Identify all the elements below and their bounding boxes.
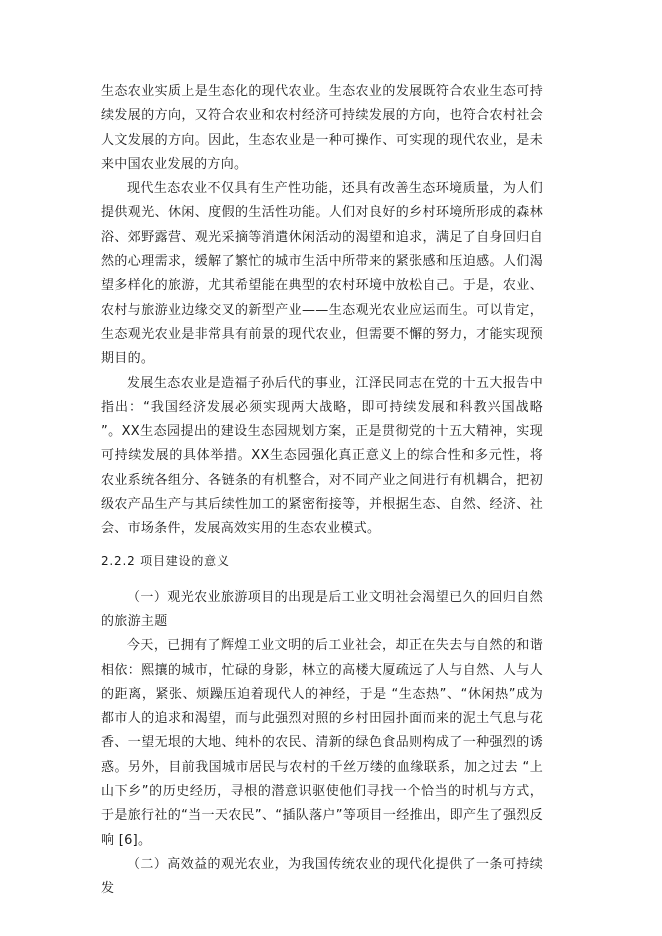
paragraph-modern-ecological-agriculture: 现代生态农业不仅具有生产性功能，还具有改善生态环境质量，为人们提供观光、休闲、度假的生活性功能。人们对良好的乡村环境所形成的森林浴、郊野露营、观光采摘等消遣休闲活动的渴望和追求，满足了自身回归自然的心理需求，缓解了繁忙的城市生活中所带来的紧张感和压迫感。人们渴望多样化的旅游，尤其希望能在典型的农村环境中放松自己。于是，农业、农村与旅游业边缘交叉的新型产业——生态观光农业应运而生。可以肯定，生态观光农业是非常具有前景的现代农业，但需要不懈的努力，才能实现预期目的。 xyxy=(101,181,543,367)
paragraph-post-industrial-society: 今天，已拥有了辉煌工业文明的后工业社会，却正在失去与自然的和谐相依：熙攘的城市，忙碌的身影，林立的高楼大厦疏远了人与自然、人与人的距离，紧张、烦躁压迫着现代人的神经，于是 “生态热”、“休闲热”成为都市人的追求和渴望，而与此强烈对照的乡村田园扑面而来的泥土气息与花香、一望无垠的大地、纯朴的农民、清新的绿色食品则构成了一种强烈的诱惑。另外，目前我国城市居民与农村的千丝万缕的血缘联系，加之过去 “上山下乡”的历史经历，寻根的潜意识驱使他们寻找一个恰当的时机与方式，于是旅行社的“当一天农民”、“插队落户”等项目一经推出，即产生了强烈反响 [6]。 xyxy=(101,638,543,848)
paragraph-developing-ecological-agriculture: 发展生态农业是造福子孙后代的事业，江泽民同志在党的十五大报告中指出：“我国经济发展必须实现两大战略，即可持续发展和科教兴国战略 ”。XX生态园提出的建设生态园规划方案，正是贯彻党的十五大精神，实现可持续发展的具体举措。XX生态园强化真正意义上的综合性和多元性，将农业系统各组分、各链条的有机整合，对不同产业之间进行有机耦合，把初级农产品生产与其后续性加工的紧密衔接等，并根据生态、自然、经济、社会、市场条件，发展高效实用的生态农业模式。 xyxy=(101,375,543,537)
document-page xyxy=(101,80,543,902)
section-heading: 2.2.2 项目建设的意义 xyxy=(101,553,230,568)
paragraph-ecological-agriculture-essence: 生态农业实质上是生态化的现代农业。生态农业的发展既符合农业生态可持续发展的方向，又符合农业和农村经济可持续发展的方向，也符合农村社会人文发展的方向。因此，生态农业是一种可操作、可实现的现代农业，是未来中国农业发展的方向。 xyxy=(101,84,543,172)
subheading-two: （二）高效益的观光农业，为我国传统农业的现代化提供了一条可持续发 xyxy=(101,856,543,897)
subheading-one: （一）观光农业旅游项目的出现是后工业文明社会渴望已久的回归自然的旅游主题 xyxy=(101,589,543,629)
